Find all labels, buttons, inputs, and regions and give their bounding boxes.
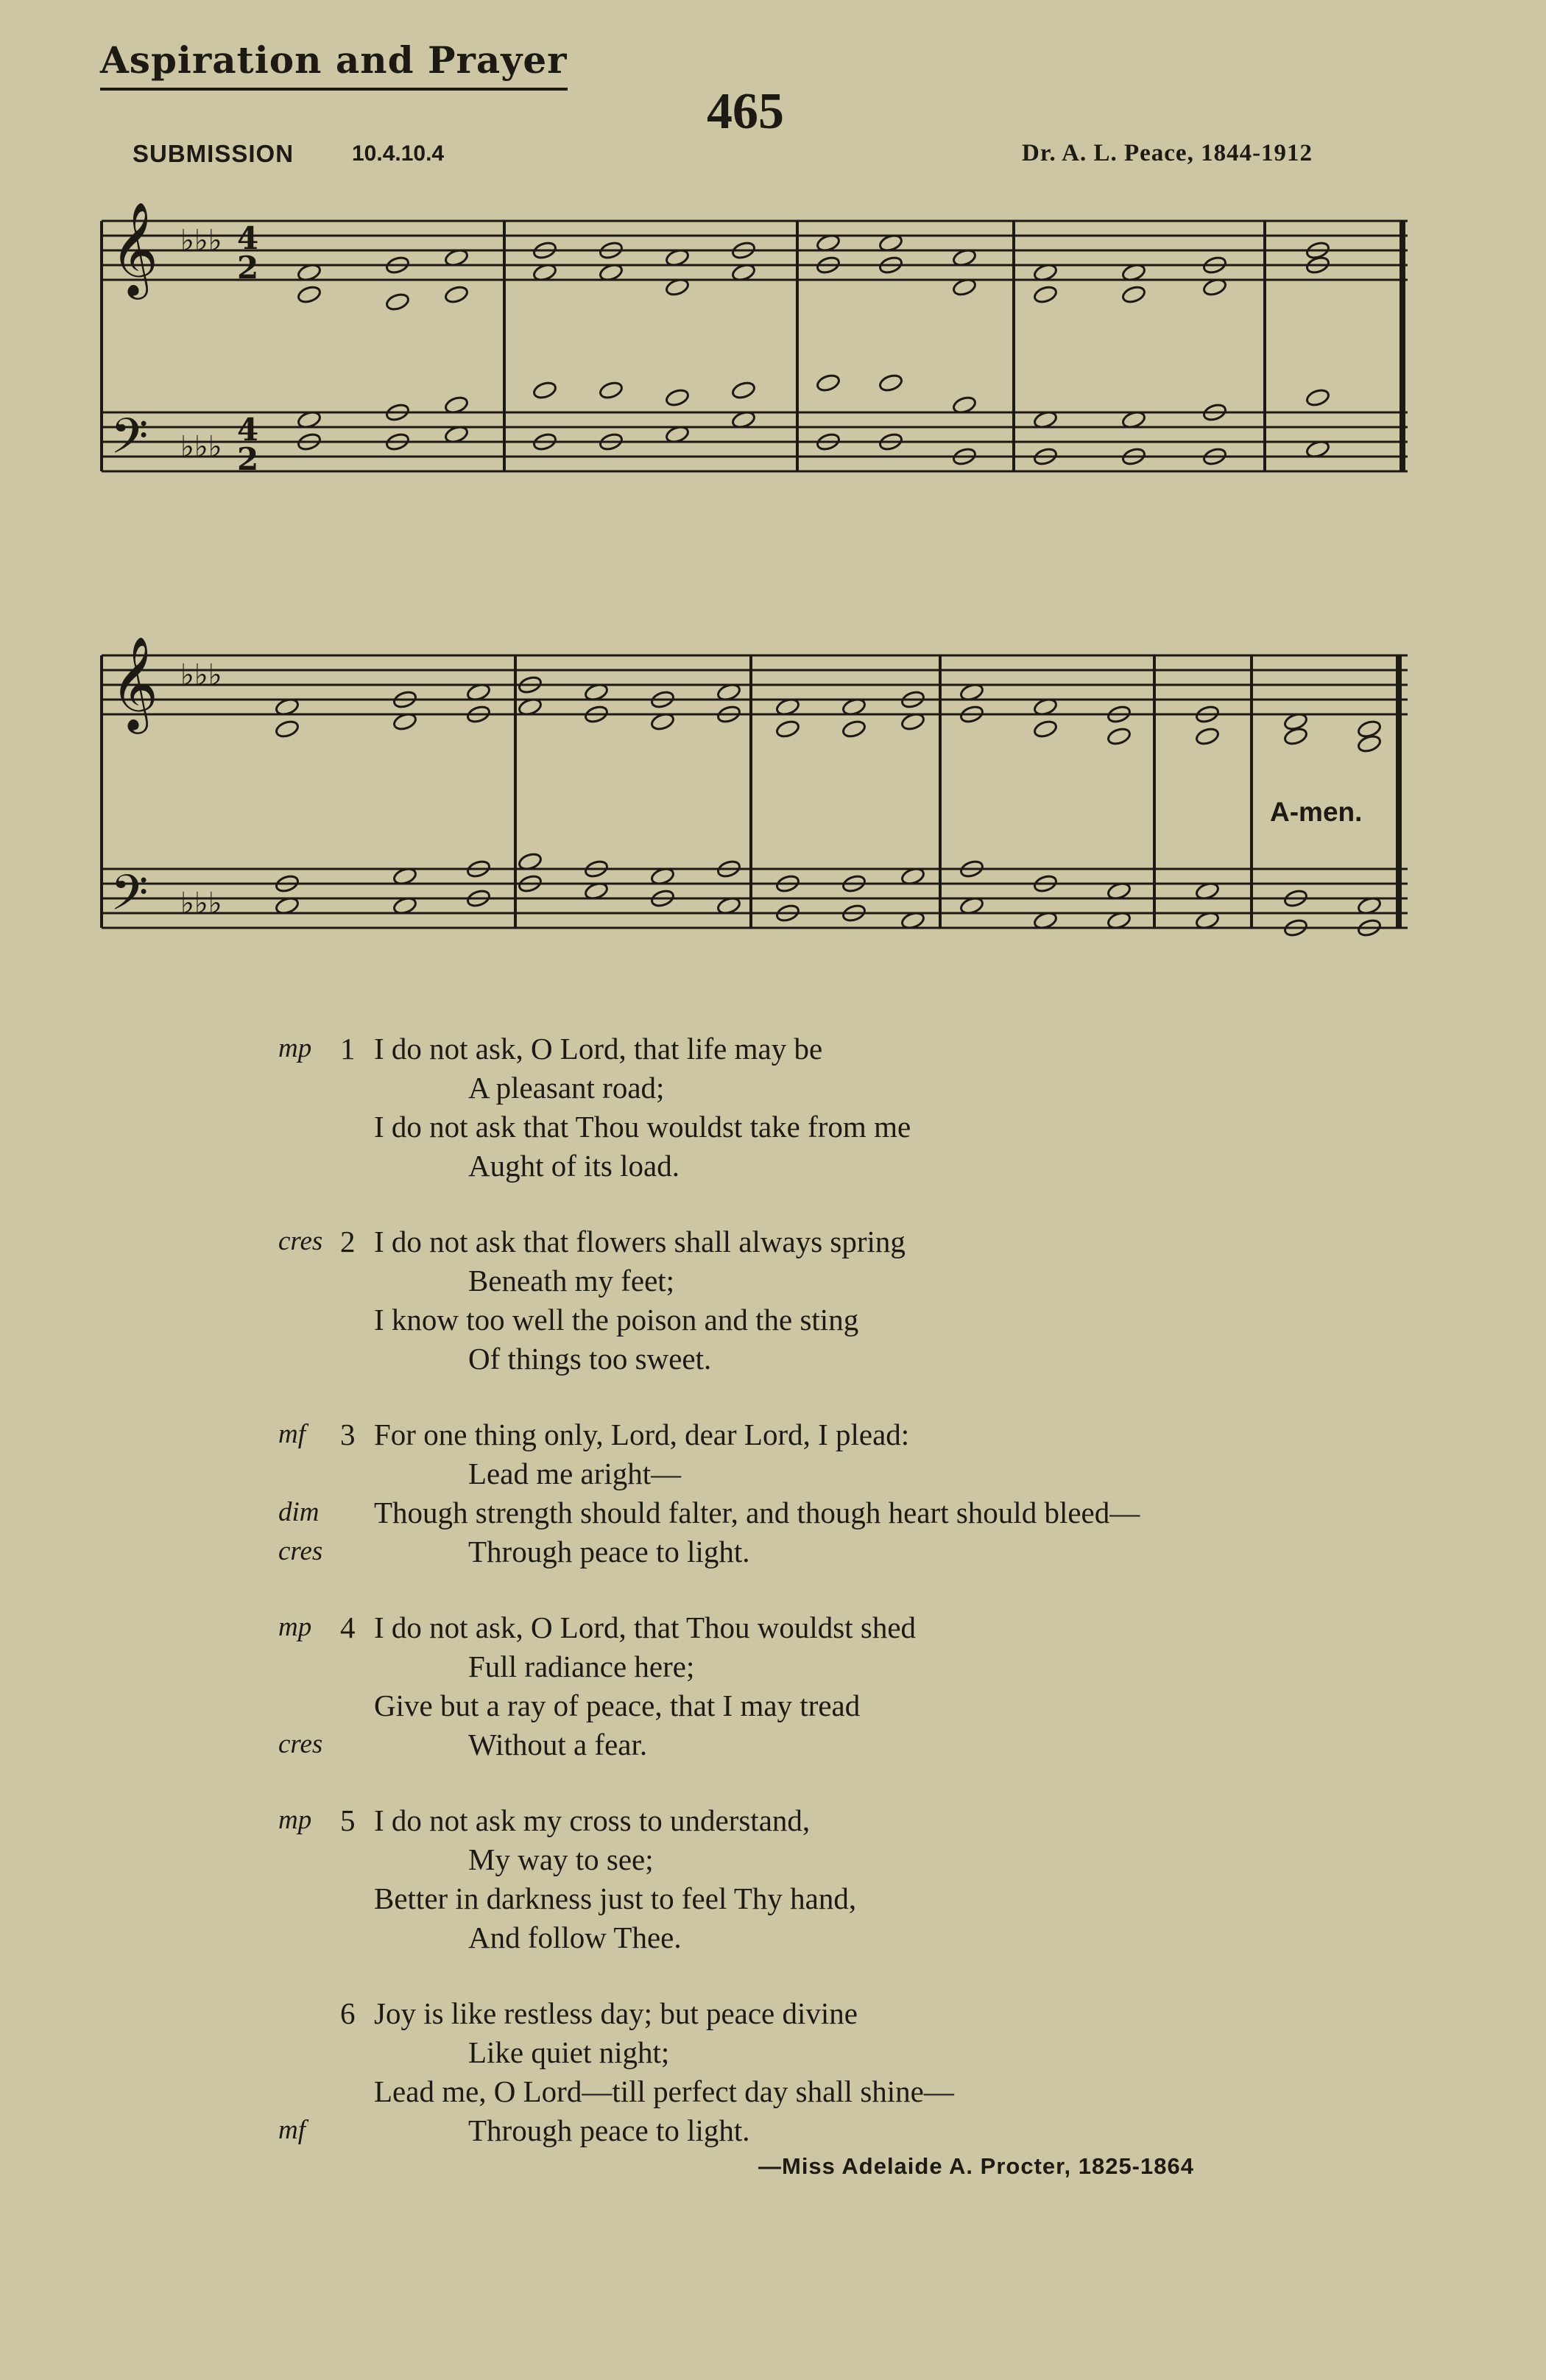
verse-number: 4	[340, 1610, 356, 1644]
barlines	[102, 221, 1402, 471]
verse-line: Though strength should falter, and though heart should bleed—	[374, 1496, 1140, 1529]
verse-line: My way to see;	[468, 1842, 654, 1876]
verse-line: Like quiet night;	[468, 2035, 670, 2069]
note-head	[775, 719, 800, 739]
note-head	[599, 380, 624, 400]
verse-line: Beneath my feet;	[468, 1264, 675, 1298]
dynamic-marking: mf	[278, 1419, 306, 1449]
verse-line: And follow Thee.	[468, 1920, 682, 1954]
note-head	[444, 284, 469, 304]
note-head	[841, 719, 866, 739]
music-system-1	[0, 177, 1546, 589]
note-head	[816, 373, 841, 392]
meter: 10.4.10.4	[352, 141, 445, 166]
verse-line: Joy is like restless day; but peace divine	[374, 1996, 858, 2030]
verse-line: I do not ask, O Lord, that life may be	[374, 1032, 823, 1066]
verse-line: Without a fear.	[468, 1728, 648, 1761]
time-signature-treble: 4 2	[237, 220, 259, 286]
bass-clef-icon: 𝄢	[110, 408, 149, 476]
dynamic-marking: cres	[278, 1729, 323, 1759]
verse-line: For one thing only, Lord, dear Lord, I plead:	[374, 1418, 910, 1451]
tune-name: SUBMISSION	[133, 140, 294, 167]
note-heads	[297, 233, 1330, 466]
section-title: Aspiration and Prayer	[100, 38, 568, 91]
dynamic-marking: mp	[278, 1805, 312, 1835]
dynamic-marking: mp	[278, 1612, 312, 1642]
note-head	[275, 719, 300, 739]
note-head	[385, 292, 410, 311]
dynamic-marking: cres	[278, 1226, 323, 1256]
amen-label: A-men.	[1270, 797, 1363, 827]
key-signature-treble: ♭♭♭	[180, 224, 222, 258]
treble-clef-icon: 𝄞	[110, 636, 159, 730]
note-head	[1357, 733, 1382, 753]
dynamic-marking: mf	[278, 2115, 306, 2145]
dynamic-marking: mp	[278, 1033, 312, 1063]
verse-line: Through peace to light.	[468, 2113, 750, 2147]
verse-line: Better in darkness just to feel Thy hand,	[374, 1881, 857, 1915]
verses-block	[0, 1031, 1546, 2209]
note-head	[1195, 726, 1220, 746]
barlines	[102, 655, 1399, 928]
bass-staff	[102, 412, 1408, 471]
verse-number: 3	[340, 1418, 356, 1451]
key-signature-bass: ♭♭♭	[180, 887, 222, 920]
note-head	[878, 373, 903, 392]
note-head	[1305, 387, 1330, 407]
verse-line: I know too well the poison and the sting	[374, 1303, 859, 1337]
verse-line: Aught of its load.	[468, 1149, 680, 1183]
dynamic-marking: cres	[278, 1536, 323, 1566]
dynamic-marking: dim	[278, 1497, 320, 1527]
verse-number: 2	[340, 1225, 356, 1258]
verse-line: Give but a ray of peace, that I may tread	[374, 1689, 861, 1722]
key-signature-bass: ♭♭♭	[180, 430, 222, 464]
note-head	[1033, 719, 1058, 739]
verse-line: Lead me aright—	[468, 1457, 682, 1490]
verse-line: I do not ask that flowers shall always spring	[374, 1225, 906, 1258]
key-signature-treble: ♭♭♭	[180, 658, 222, 692]
note-head	[532, 380, 557, 400]
verse-line: Full radiance here;	[468, 1650, 695, 1683]
verse-line: Through peace to light.	[468, 1535, 750, 1569]
bass-clef-icon: 𝄢	[110, 865, 149, 933]
note-head	[1106, 726, 1132, 746]
note-head	[1283, 726, 1308, 746]
verse-line: I do not ask, O Lord, that Thou wouldst shed	[374, 1610, 917, 1644]
hymn-number: 465	[707, 83, 784, 140]
verse-line: A pleasant road;	[468, 1071, 665, 1105]
treble-clef-icon: 𝄞	[110, 201, 159, 295]
verse-number: 6	[340, 1996, 356, 2030]
verse-line: I do not ask that Thou wouldst take from me	[374, 1110, 911, 1144]
note-head	[297, 284, 322, 304]
verse-number: 1	[340, 1032, 356, 1066]
note-head	[665, 387, 690, 407]
note-head	[1121, 284, 1146, 304]
text-attribution: —Miss Adelaide A. Procter, 1825-1864	[758, 2153, 1194, 2179]
verse-line: I do not ask my cross to understand,	[374, 1803, 811, 1837]
verse-number: 5	[340, 1803, 356, 1837]
note-head	[1033, 284, 1058, 304]
composer-credit: Dr. A. L. Peace, 1844-1912	[1022, 140, 1313, 166]
time-signature-bass: 4 2	[237, 412, 259, 477]
verse-line: Of things too sweet.	[468, 1342, 712, 1376]
verse-line: Lead me, O Lord—till perfect day shall shine—	[374, 2074, 954, 2108]
note-head	[731, 380, 756, 400]
